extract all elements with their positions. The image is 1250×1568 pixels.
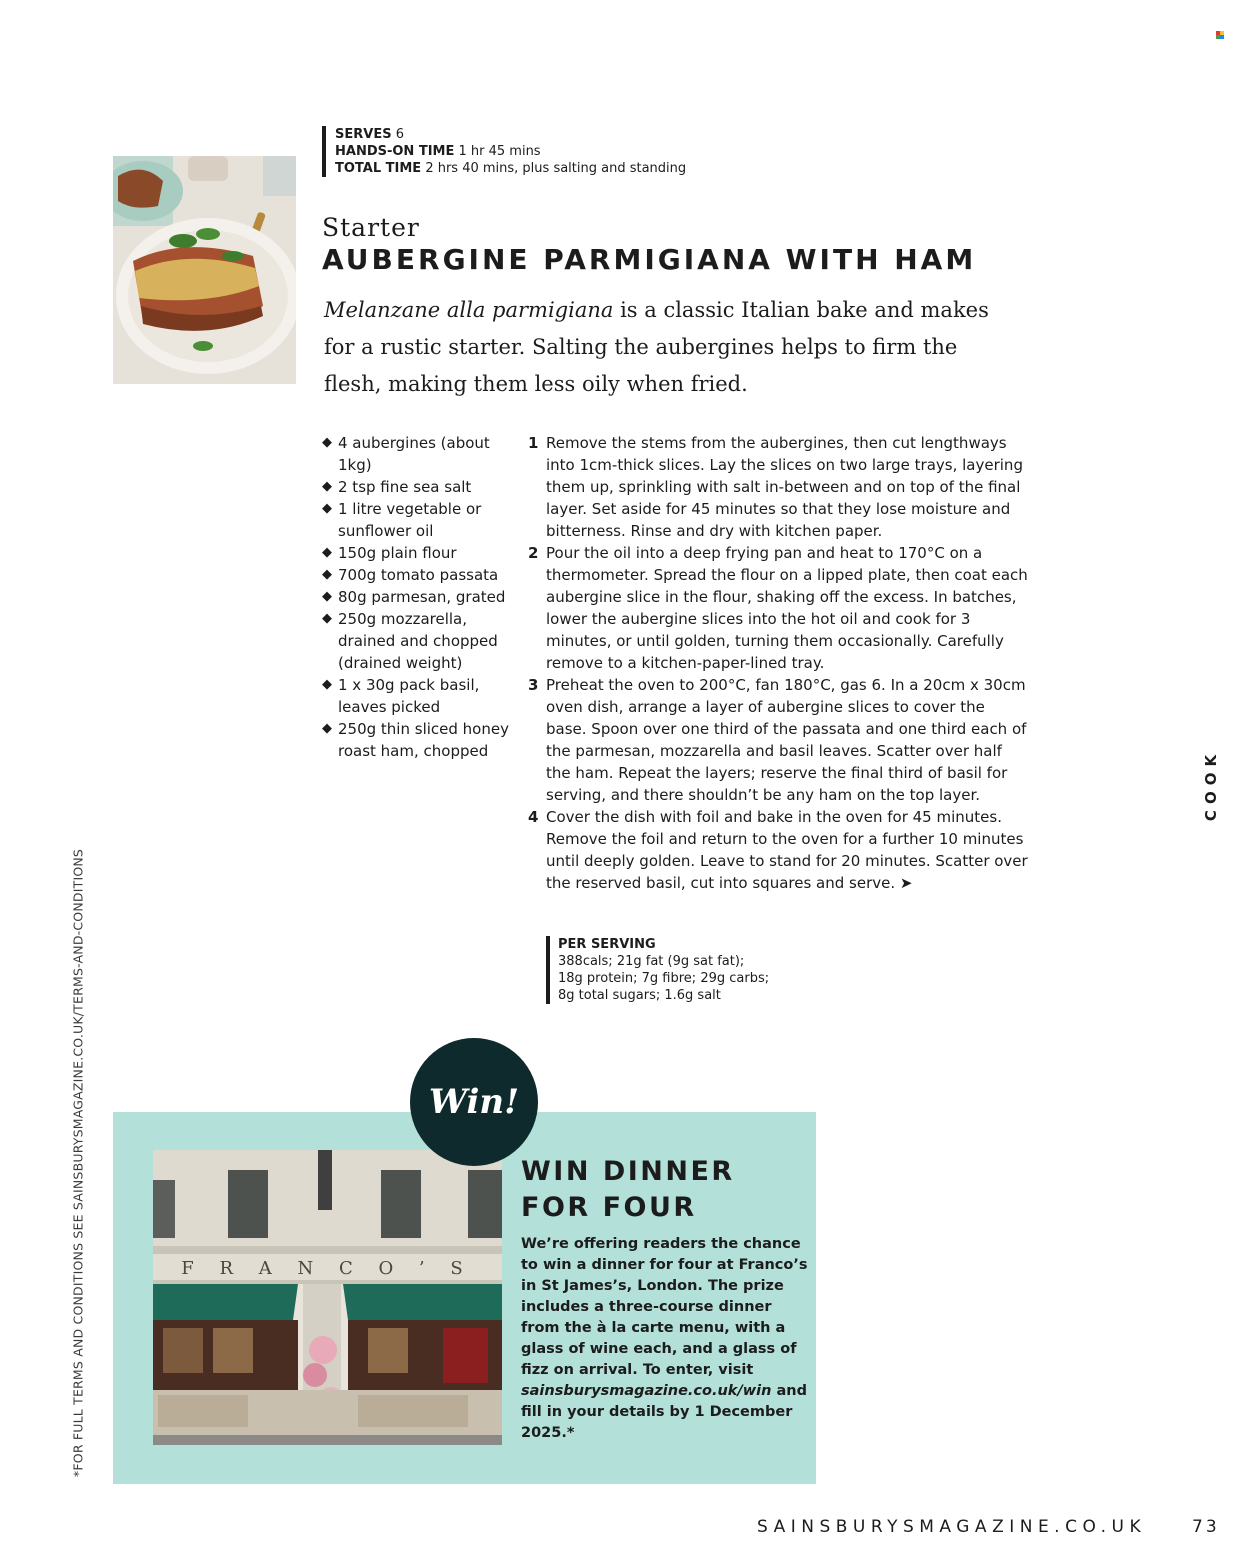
ingredient-item: ◆ 4 aubergines (about 1kg) bbox=[322, 434, 490, 474]
diamond-bullet-icon: ◆ bbox=[322, 501, 332, 516]
terms-note: *FOR FULL TERMS AND CONDITIONS SEE SAINSBURYSMAGAZINE.CO.UK/TERMS-AND-CONDITIONS bbox=[70, 848, 86, 1478]
competition-body: We’re offering readers the chance to win a dinner for four at Franco’s in St James’s, London. The prize includes a three-course dinner from the à la carte menu, with a glass of wine each, and a glass of fizz on arrival. To enter, visit sainsburysmagazine.co.uk/win and fill in your details by 1 December 2025.* bbox=[521, 1236, 808, 1441]
diamond-bullet-icon: ◆ bbox=[322, 589, 332, 604]
nutrition-line: 18g protein; 7g fibre; 29g carbs; bbox=[558, 971, 770, 986]
meta-total-time: TOTAL TIME 2 hrs 40 mins, plus salting and standing bbox=[335, 161, 687, 176]
parmigiana-photo bbox=[113, 156, 296, 384]
diamond-bullet-icon: ◆ bbox=[322, 545, 332, 560]
nutrition-line: 8g total sugars; 1.6g salt bbox=[558, 988, 721, 1003]
page-number: 73 bbox=[1192, 1517, 1220, 1537]
method-step: 3 Preheat the oven to 200°C, fan 180°C, gas 6. In a 20cm x 30cm oven dish, arrange a layer of aubergine slices to cover the base. Spoon over one third of the passata and one third each of the parmesan, mozzarella and basil leaves. Scatter over half the ham. Repeat the layers; reserve the final third of basil for serving, and there shouldn’t be any ham on the top layer. bbox=[528, 676, 1027, 804]
diamond-bullet-icon: ◆ bbox=[322, 435, 332, 450]
corner-colour-mark bbox=[1216, 31, 1224, 39]
diamond-bullet-icon: ◆ bbox=[322, 567, 332, 582]
recipe-meta bbox=[322, 126, 686, 177]
ingredient-item: ◆ 80g parmesan, grated bbox=[322, 588, 506, 606]
method-step: 4 Cover the dish with foil and bake in the oven for 45 minutes. Remove the foil and return to the oven for a further 10 minutes until deeply golden. Leave to stand for 20 minutes. Scatter over the reserved basil, cut into squares and serve. ➤ bbox=[528, 808, 1028, 892]
restaurant-sign: F R A N C O ’ S bbox=[181, 1258, 473, 1279]
diamond-bullet-icon: ◆ bbox=[322, 611, 332, 626]
per-serving-nutrition bbox=[546, 936, 769, 1004]
recipe-kicker: Starter bbox=[322, 213, 420, 242]
ingredient-item: ◆ 1 x 30g pack basil, leaves picked bbox=[322, 676, 480, 716]
ingredient-item: ◆ 2 tsp fine sea salt bbox=[322, 478, 472, 496]
section-label: COOK bbox=[1202, 748, 1220, 822]
recipe-intro: Melanzane alla parmigiana is a classic Italian bake and makes for a rustic starter. Salting the aubergines helps to firm the flesh, making them less oily when fried. bbox=[324, 298, 989, 396]
diamond-bullet-icon: ◆ bbox=[322, 721, 332, 736]
per-serving-heading: PER SERVING bbox=[558, 937, 656, 952]
meta-serves: SERVES 6 bbox=[335, 127, 404, 142]
entry-link[interactable]: sainsburysmagazine.co.uk/win bbox=[521, 1383, 772, 1399]
method-steps bbox=[528, 432, 1028, 894]
nutrition-line: 388cals; 21g fat (9g sat fat); bbox=[558, 954, 745, 969]
diamond-bullet-icon: ◆ bbox=[322, 479, 332, 494]
ingredient-item: ◆ 1 litre vegetable or sunflower oil bbox=[322, 500, 482, 540]
restaurant-photo bbox=[153, 1150, 502, 1445]
method-step: 1 Remove the stems from the aubergines, then cut lengthways into 1cm-thick slices. Lay the slices on two large trays, layering them up, sprinkling with salt in-between and on top of the final layer. Set aside for 45 minutes so that they lose moisture and bitterness. Rinse and dry with kitchen paper. bbox=[528, 434, 1023, 540]
meta-hands-on-time: HANDS-ON TIME 1 hr 45 mins bbox=[335, 144, 541, 159]
ingredient-item: ◆ 150g plain flour bbox=[322, 544, 457, 562]
competition-title: WIN DINNER FOR FOUR bbox=[521, 1156, 735, 1223]
footer-website: SAINSBURYSMAGAZINE.CO.UK bbox=[757, 1517, 1147, 1537]
method-step: 2 Pour the oil into a deep frying pan and heat to 170°C on a thermometer. Spread the flour on a lipped plate, then coat each aubergine slice in the flour, shaking off the excess. In batches, lower the aubergine slices into the hot oil and cook for 3 minutes, or until golden, turning them occasionally. Carefully remove to a kitchen-paper-lined tray. bbox=[528, 544, 1028, 672]
ingredient-item: ◆ 250g mozzarella, drained and chopped (drained weight) bbox=[322, 610, 498, 672]
diamond-bullet-icon: ◆ bbox=[322, 677, 332, 692]
ingredient-item: ◆ 700g tomato passata bbox=[322, 566, 499, 584]
ingredient-item: ◆ 250g thin sliced honey roast ham, chopped bbox=[322, 720, 509, 760]
ingredients-list bbox=[322, 432, 517, 762]
recipe-title: AUBERGINE PARMIGIANA WITH HAM bbox=[322, 243, 977, 276]
win-badge: Win! bbox=[410, 1038, 538, 1166]
